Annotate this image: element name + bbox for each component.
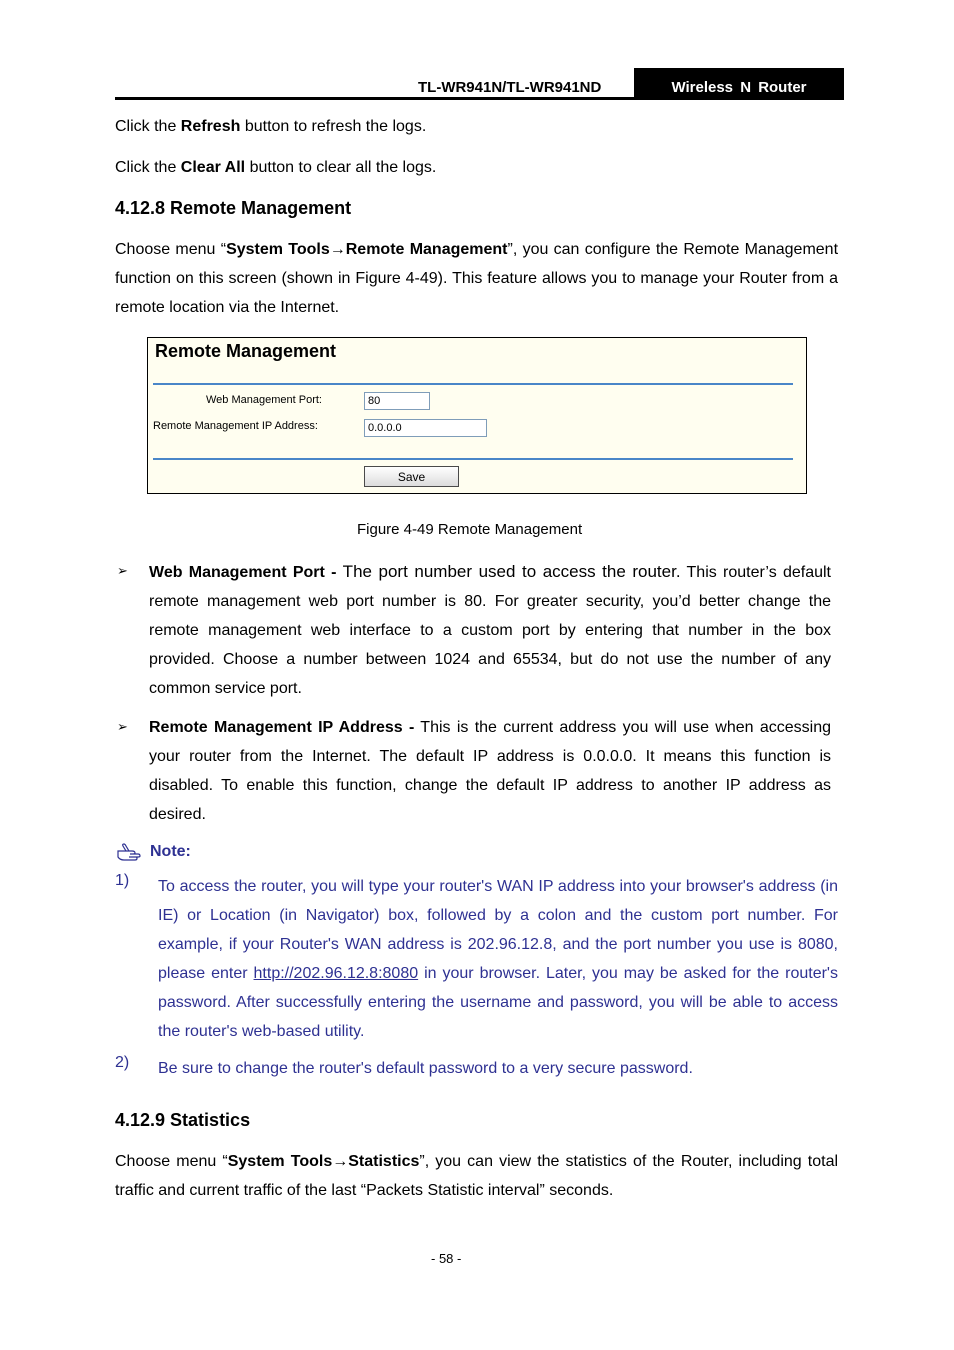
section-heading-statistics: 4.12.9 Statistics xyxy=(115,1110,251,1130)
save-button[interactable]: Save xyxy=(364,466,459,487)
bullet-remote-ip xyxy=(149,713,831,829)
text: This is the current address you will use when accessing your router from the Internet. The default IP address is 0.0.0.0. It means this function is disabled. To enable this function, change the default IP address to another IP address as desired. xyxy=(149,719,831,823)
refresh-term: Refresh xyxy=(180,118,241,135)
text: To access the router, you will type your router's WAN IP address into your browser's address (in IE) or Location (in Navigator) box, followed by a colon and the custom port number. For example, if your Router's WAN address is 202.96.12.8, and the port number you use is 8080, please enter xyxy=(158,878,838,982)
page-number: - 58 - xyxy=(431,1251,462,1266)
example-url-link[interactable]: http://202.96.12.8:8080 xyxy=(253,965,419,982)
figure-title: Remote Management xyxy=(155,341,337,361)
figure-caption: Figure 4-49 Remote Management xyxy=(357,521,583,538)
clear-line xyxy=(115,153,436,182)
pointing-hand-icon xyxy=(116,843,144,866)
text: Choose menu “ xyxy=(115,1153,228,1170)
port-label: Web Management Port: xyxy=(206,394,322,406)
remote-ip-input[interactable]: 0.0.0.0 xyxy=(364,419,487,437)
arrow-icon: → xyxy=(329,241,346,258)
note-label: Note: xyxy=(150,843,191,860)
text: button to refresh the logs. xyxy=(240,118,427,135)
menu-term: System Tools xyxy=(226,241,330,258)
section-heading-remote: 4.12.8 Remote Management xyxy=(115,198,352,218)
statistics-intro-paragraph xyxy=(115,1147,838,1205)
arrow-icon: → xyxy=(332,1153,349,1170)
bullet-term: Web Management Port - xyxy=(149,564,337,581)
text: This router’s default remote management web port number is 80. For greater security, you’d better change the remote management web interface to a custom port by entering that number in the box provided. Choose a number between 1024 and 65534, but do not use the number of any common service port. xyxy=(149,564,831,697)
text: in your browser. Later, you may be asked for the router's password. After successfully entering the username and password, you will be able to access the router's web-based utility. xyxy=(158,965,838,1040)
figure-divider xyxy=(153,383,793,385)
note-item-1 xyxy=(158,872,838,1046)
note-item-2: Be sure to change the router's default password to a very secure password. xyxy=(158,1060,693,1077)
text: Click the xyxy=(115,159,181,176)
note-number: 2) xyxy=(115,1054,130,1071)
text: ”, you can configure the Remote Management function on this screen (shown in Figure 4-49). This feature allows you to manage your Router from a remote location via the Internet. xyxy=(115,241,839,316)
text: Click the xyxy=(115,118,181,135)
header-product: Wireless N Router xyxy=(634,68,844,100)
header-rule xyxy=(115,97,844,100)
bullet-arrow-icon: ➢ xyxy=(117,719,128,734)
header-model: TL-WR941N/TL-WR941ND xyxy=(418,79,602,96)
figure-divider xyxy=(153,458,793,460)
remote-intro-paragraph xyxy=(115,235,838,322)
text: button to clear all the logs. xyxy=(245,159,437,176)
text: The port number used to access the router. xyxy=(336,562,681,581)
bullet-arrow-icon: ➢ xyxy=(117,563,128,578)
refresh-line xyxy=(115,112,426,141)
ip-label: Remote Management IP Address: xyxy=(153,420,318,432)
text: Choose menu “ xyxy=(115,241,227,258)
remote-management-screenshot xyxy=(147,337,807,494)
bullet-term: Remote Management IP Address - xyxy=(149,719,415,736)
web-management-port-input[interactable]: 80 xyxy=(364,392,430,410)
menu-term: Remote Management xyxy=(345,241,508,258)
bullet-web-port xyxy=(149,557,831,703)
clear-all-term: Clear All xyxy=(180,159,246,176)
note-number: 1) xyxy=(115,872,130,889)
menu-term: Statistics xyxy=(348,1153,420,1170)
menu-term: System Tools xyxy=(227,1153,333,1170)
text: ”, you can view the statistics of the Router, including total traffic and current traffic of the last “Packets Statistic interval” seconds. xyxy=(115,1153,839,1199)
